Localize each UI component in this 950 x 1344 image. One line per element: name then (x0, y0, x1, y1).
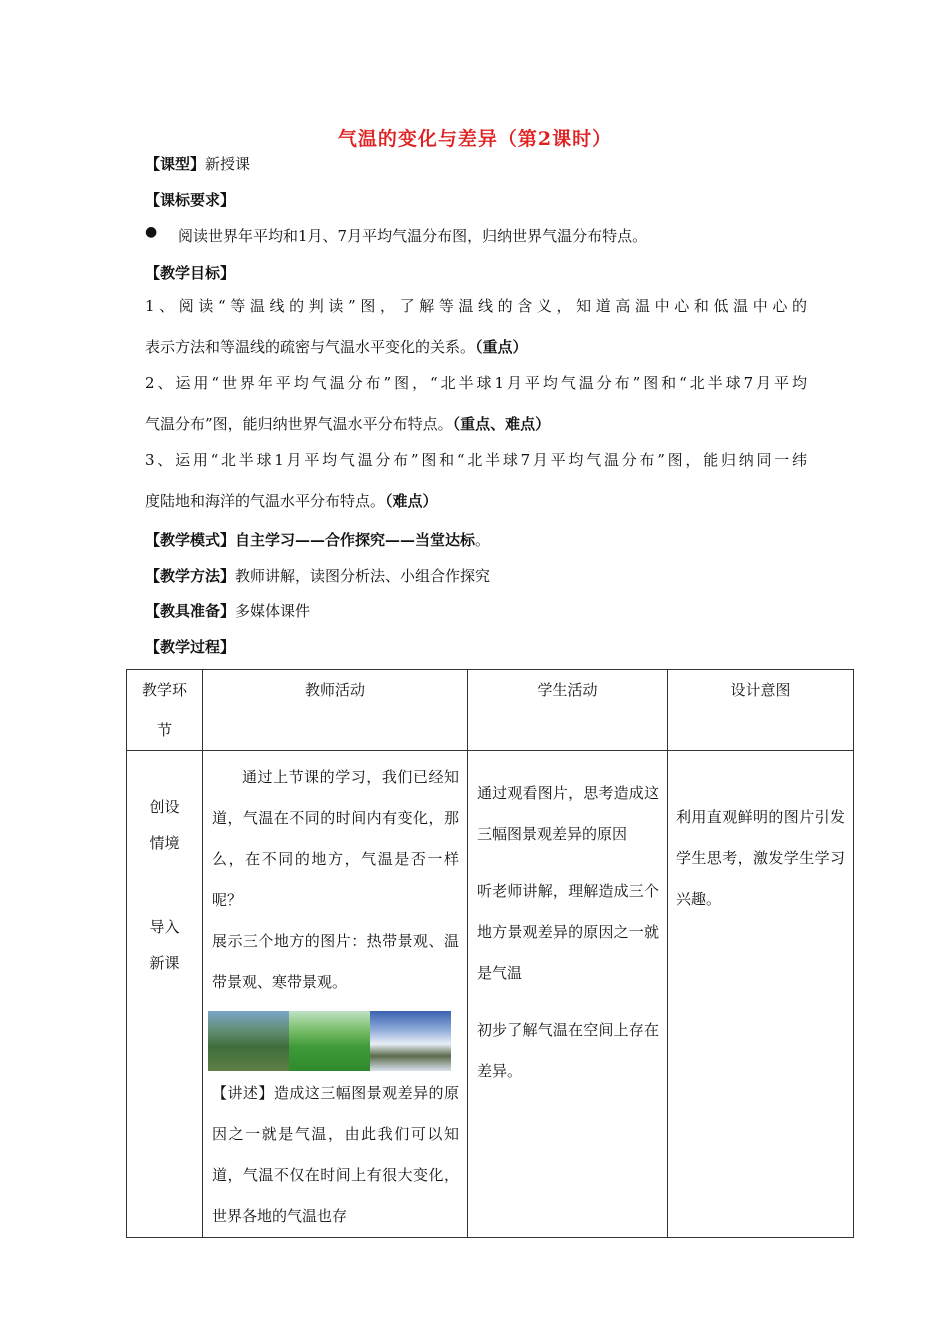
course-type-label: 【课型】 (145, 155, 206, 173)
student-paragraph-3: 初步了解气温在空间上存在差异。 (477, 1021, 659, 1080)
header-teacher: 教师活动 (203, 670, 468, 751)
header-design: 设计意图 (668, 670, 854, 751)
header-stage-line-1: 教学环 (141, 681, 187, 699)
header-stage-line-2: 节 (156, 721, 172, 739)
objective-2-line-2 (145, 405, 807, 444)
process-label: 【教学过程】 (145, 638, 236, 656)
teacher-paragraph-2: 展示三个地方的图片：热带景观、温带景观、寒带景观。 (212, 932, 459, 991)
standards-label: 【课标要求】 (145, 191, 236, 209)
standards-item: 阅读世界年平均和1月、7月平均气温分布图，归纳世界气温分布特点。 (178, 227, 648, 245)
course-type-line (145, 153, 250, 174)
student-paragraph-2: 听老师讲解，理解造成三个地方景观差异的原因之一就是气温 (477, 882, 659, 982)
objective-3-text: 度陆地和海洋的气温水平分布特点。 (145, 492, 386, 510)
student-cell (468, 751, 668, 1238)
stage-cell (127, 751, 203, 1238)
student-paragraph-1: 通过观看图片，思考造成这三幅图景观差异的原因 (477, 784, 659, 843)
mode-line (145, 529, 490, 550)
tools-label: 【教具准备】 (145, 602, 236, 620)
tools-value: 多媒体课件 (235, 602, 311, 620)
method-value: 教师讲解，读图分析法、小组合作探究 (235, 567, 491, 585)
tropical-landscape-photo (208, 1011, 289, 1071)
stage-line-3: 导入 (149, 918, 180, 936)
design-cell (668, 751, 854, 1238)
stage-line-1: 创设 (149, 798, 180, 816)
stage-line-2: 情境 (149, 834, 180, 852)
table-header-row (127, 670, 854, 751)
objective-3-tag: （难点） (385, 492, 438, 510)
mode-label: 【教学模式】 (145, 531, 236, 549)
objective-1-tag: （重点） (475, 338, 528, 356)
stage-line-4: 新课 (149, 954, 180, 972)
header-stage (127, 670, 203, 751)
objective-1-text: 表示方法和等温线的疏密与气温水平变化的关系。 (145, 338, 476, 356)
teacher-paragraph-3: 【讲述】造成这三幅图景观差异的原因之一就是气温，由此我们可以知道，气温不仅在时间上有很大变化，世界各地的气温也存 (212, 1084, 459, 1225)
objective-3-line-1: 3、运用“北半球1月平均气温分布”图和“北半球7月平均气温分布”图，能归纳同一纬 (145, 451, 807, 469)
objective-2-tag: （重点、难点） (452, 415, 551, 433)
table-row (127, 751, 854, 1238)
bullet-dot: ● (145, 224, 158, 240)
landscape-photos (208, 1011, 459, 1071)
cold-landscape-photo (370, 1011, 451, 1071)
objective-1-line-2 (145, 328, 807, 367)
course-type-value: 新授课 (205, 155, 251, 173)
design-text: 利用直观鲜明的图片引发学生思考，激发学生学习兴趣。 (676, 808, 845, 908)
tools-line (145, 600, 310, 621)
method-label: 【教学方法】 (145, 567, 236, 585)
method-line (145, 565, 490, 586)
mode-end: 。 (475, 531, 491, 549)
mode-value: 自主学习——合作探究——当堂达标 (235, 531, 476, 549)
objective-3-line-2 (145, 482, 807, 521)
objectives-label: 【教学目标】 (145, 264, 236, 282)
objective-1-line-1: 1、阅读“等温线的判读”图，了解等温线的含义，知道高温中心和低温中心的 (145, 297, 807, 315)
process-table (126, 669, 854, 1238)
temperate-landscape-photo (289, 1011, 370, 1071)
header-student: 学生活动 (468, 670, 668, 751)
page-title: 气温的变化与差异（第2课时） (337, 128, 613, 150)
objective-2-line-1: 2、运用“世界年平均气温分布”图，“北半球1月平均气温分布”图和“北半球7月平均 (145, 374, 807, 392)
objective-2-text: 气温分布”图，能归纳世界气温水平分布特点。 (145, 415, 453, 433)
teacher-paragraph-1: 通过上节课的学习，我们已经知道，气温在不同的时间内有变化，那么，在不同的地方，气温是否一样呢？ (212, 768, 459, 909)
teacher-cell (203, 751, 468, 1238)
